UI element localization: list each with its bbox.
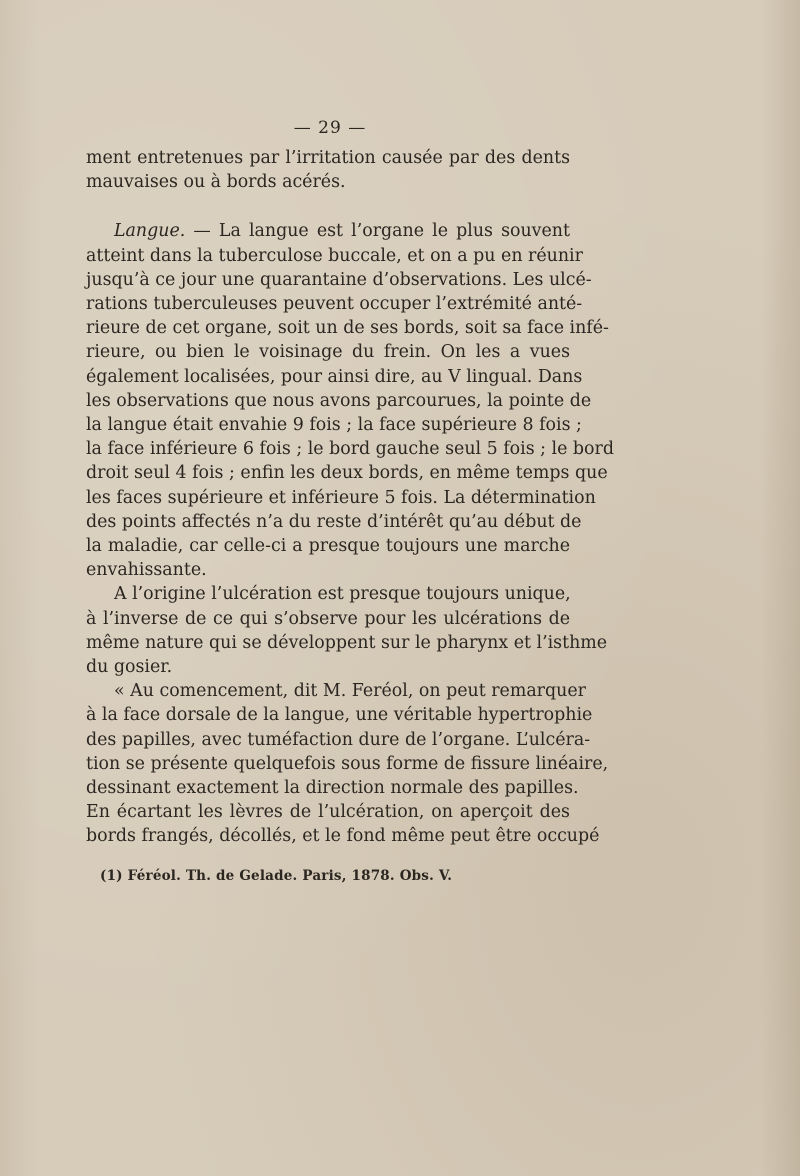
text-line: [86, 219, 570, 243]
text-line: envahissante.: [86, 560, 207, 581]
text-line: les faces supérieure et inférieure 5 fois. La détermination: [86, 487, 596, 508]
body-text: [86, 146, 614, 849]
text-line: jusqu’à ce jour une quarantaine d’observations. Les ulcé-: [86, 269, 592, 290]
text-line: également localisées, pour ainsi dire, au V lingual. Dans: [86, 366, 583, 387]
text-line: dessinant exactement la direction normale des papilles.: [86, 778, 579, 799]
text-line: à la face dorsale de la langue, une véritable hypertrophie: [86, 705, 593, 726]
text-line: la maladie, car celle-ci a presque toujours une marche: [86, 536, 570, 557]
footnote: (1) Féréol. Th. de Gelade. Paris, 1878. Obs. V.: [100, 868, 453, 884]
text-line: « Au comencement, dit M. Feréol, on peut remarquer: [114, 681, 586, 702]
text-line: rieure, ou bien le voisinage du frein. On les a vues: [86, 342, 570, 363]
text-line: même nature qui se développent sur le pharynx et l’isthme: [86, 632, 608, 653]
text-line: la face inférieure 6 fois ; le bord gauche seul 5 fois ; le bord: [86, 439, 614, 460]
text-line: les observations que nous avons parcourues, la pointe de: [86, 390, 592, 411]
text-line: atteint dans la tuberculose buccale, et on a pu en réunir: [86, 245, 583, 266]
text-line: A l’origine l’ulcération est presque toujours unique,: [114, 584, 571, 605]
text-line: du gosier.: [86, 657, 173, 678]
text-line: la langue était envahie 9 fois ; la face supérieure 8 fois ;: [86, 415, 582, 436]
heading-line-rest: — La langue est l’organe le plus souvent: [185, 221, 570, 242]
text-line: à l’inverse de ce qui s’observe pour les ulcérations de: [86, 608, 570, 629]
text-line: tion se présente quelquefois sous forme de fissure linéaire,: [86, 753, 609, 774]
text-line: rations tuberculeuses peuvent occuper l’extrémité anté-: [86, 294, 583, 315]
text-line: droit seul 4 fois ; enfin les deux bords, en même temps que: [86, 463, 608, 484]
text-line: mauvaises ou à bords acérés.: [86, 172, 346, 193]
text-line: des papilles, avec tuméfaction dure de l’organe. L’ulcéra-: [86, 729, 591, 750]
text-line: bords frangés, décollés, et le fond même peut être occupé: [86, 826, 600, 847]
text-line: des points affectés n’a du reste d’intérêt qu’au début de: [86, 511, 582, 532]
text-line: rieure de cet organe, soit un de ses bords, soit sa face infé-: [86, 318, 609, 339]
page-number: — 29 —: [293, 118, 367, 138]
text-line: En écartant les lèvres de l’ulcération, on aperçoit des: [86, 802, 570, 823]
paragraph-gap: [86, 194, 570, 219]
section-heading: Langue.: [114, 221, 186, 242]
text-line: ment entretenues par l’irritation causée par des dents: [86, 148, 570, 168]
